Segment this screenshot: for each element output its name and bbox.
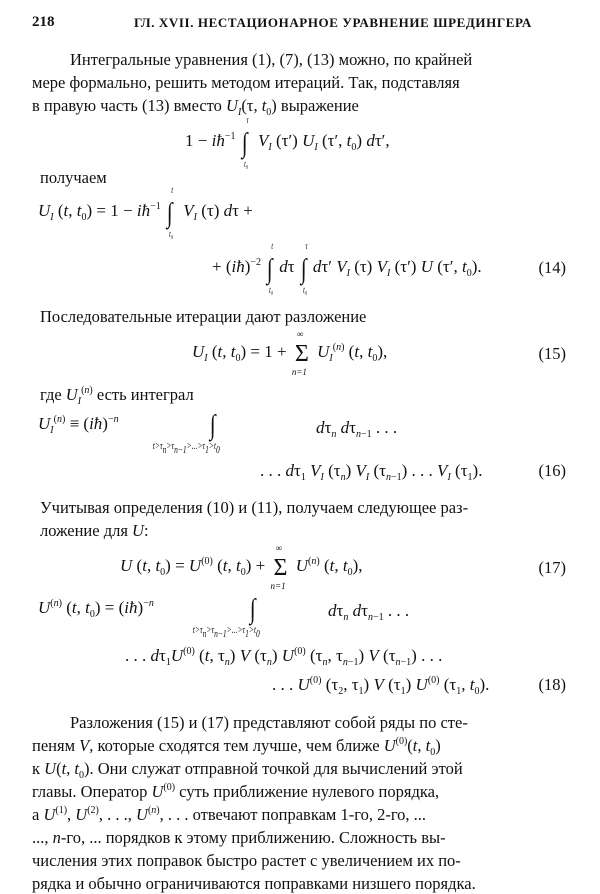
equation-14-line-1: $U_I$ (t, $t_0) = 1$ − $iħ^{-1}$ ∫ t t₀ $V_I$ (τ) dτ + xyxy=(38,185,253,239)
integral-sign: ∫ τ t₀ xyxy=(241,115,249,169)
paragraph-conclusion-line-2: пеням V, которые сходятся тем лучше, чем ближе $U^{(0)}(t$, $t_0$) xyxy=(32,736,441,758)
equation-number-16: (16) xyxy=(538,461,566,480)
paragraph-conclusion-line-5: а $U^{(1)}$, $U^{(2)}$, . . ., $U^{(n)}$, . . . отвечают поправкам 1-го, 2-го, ... xyxy=(32,805,427,824)
equation-14-line-2: + (iħ)$^{-2}$ ∫ t t₀ dτ ∫ τ t₀ dτ′ $V_I$ (τ) $V_I$ (τ′) U (τ′, $t_0$). xyxy=(212,241,482,295)
equation-16-differentials: $d\tau_n$ $d\tau_{n-1}$ . . . xyxy=(316,418,398,440)
equation-iteration-expression: $1 - iħ^{-1}$ ∫ τ t₀ $V_I$ (τ′) $U_I$ (τ′, $t_0$) dτ′, xyxy=(185,115,390,169)
paragraph-conclusion-line-8: рядка и обычно ограничиваются поправками низшего порядка. xyxy=(32,874,476,893)
equation-16-line-2: . . . $d\tau_1$ $V_I$ $(\tau_n)$ $V_I$ $(\tau_{n-1})$ . . . $V_I$ $(\tau_1)$. xyxy=(260,461,483,483)
paragraph-conclusion-line-3: к U(t, $t_0$). Они служат отправной точкой для вычислений этой xyxy=(32,759,463,781)
paragraph-iterations: Последовательные итерации дают разложение xyxy=(40,307,367,326)
equation-number-15: (15) xyxy=(538,344,566,363)
equation-number-18: (18) xyxy=(538,675,566,694)
paragraph-where: где $U_I^{(n)}$ есть интеграл xyxy=(40,385,194,407)
paragraph-conclusion-line-1: Разложения (15) и (17) представляют собой ряды по сте- xyxy=(70,713,468,732)
page-header xyxy=(32,14,568,36)
paragraph-considering-line-2: ложение для U: xyxy=(40,521,149,540)
paragraph-considering-line-1: Учитывая определения (10) и (11), получаем следующее раз- xyxy=(40,498,469,517)
word-poluchaem: получаем xyxy=(40,168,107,187)
equation-number-14: (14) xyxy=(538,258,566,277)
equation-18-line-3: . . . $U^{(0)}$ ($\tau_2$, $\tau_1$) V $(\tau_1)$ $U^{(0)}$ ($\tau_1$, $t_0$). xyxy=(272,675,490,697)
equation-15: $U_I$ (t, $t_0) = 1 + \Sigma$ ∞ n=1 $U_I^{(n)}$ (t, $t_0$), xyxy=(192,329,388,377)
paragraph-conclusion-line-6: ..., n-го, ... порядков к этому приближению. Сложность вы- xyxy=(32,828,446,847)
paragraph-intro-line-3: в правую часть (13) вместо $U_I(\tau$, $t_0$) выражение xyxy=(32,96,359,118)
page-number: 218 xyxy=(32,14,55,30)
equation-18-line-1: $U^{(n)}$ (t, $t_0$) = (iħ)$^{-n}$ xyxy=(38,598,154,620)
equation-18-integral: ∫ $t>\tau_n>\tau_{n-1}>...>\tau_1>t_0$ xyxy=(192,594,260,640)
equation-16-integral: ∫ $t>\tau_n>\tau_{n-1}>...>\tau_1>t_0$ xyxy=(152,410,220,456)
equation-16-line-1: $U_I^{(n)}$ ≡ (iħ)$^{-n}$ xyxy=(38,414,119,436)
paragraph-conclusion-line-7: числения этих поправок быстро растет с увеличением их по- xyxy=(32,851,461,870)
paragraph-intro-line-1: Интегральные уравнения (1), (7), (13) можно, по крайней xyxy=(70,50,473,69)
running-title: ГЛ. XVII. НЕСТАЦИОНАРНОЕ УРАВНЕНИЕ ШРЕДИНГЕРА xyxy=(134,15,532,30)
equation-17: U (t, $t_0) = U^{(0)}$ (t, $t_0) + \Sigma$ ∞ n=1 $U^{(n)}$ (t, $t_0$), xyxy=(120,543,363,591)
equation-18-differentials: $d\tau_n$ $d\tau_{n-1}$ . . . xyxy=(328,601,410,623)
paragraph-intro-line-2: мере формально, решить методом итераций. Так, подставляя xyxy=(32,73,460,92)
equation-18-line-2: . . . $d\tau_1U^{(0)}$ (t, $\tau_n$) V $(\tau_n)$ $U^{(0)}$ ($\tau_n$, $\tau_{n-1}$) V $(\tau_{n-1})$ . . . xyxy=(125,646,443,668)
equation-number-17: (17) xyxy=(538,558,566,577)
paragraph-conclusion-line-4: главы. Оператор $U^{(0)}$ суть приближение нулевого порядка, xyxy=(32,782,440,801)
